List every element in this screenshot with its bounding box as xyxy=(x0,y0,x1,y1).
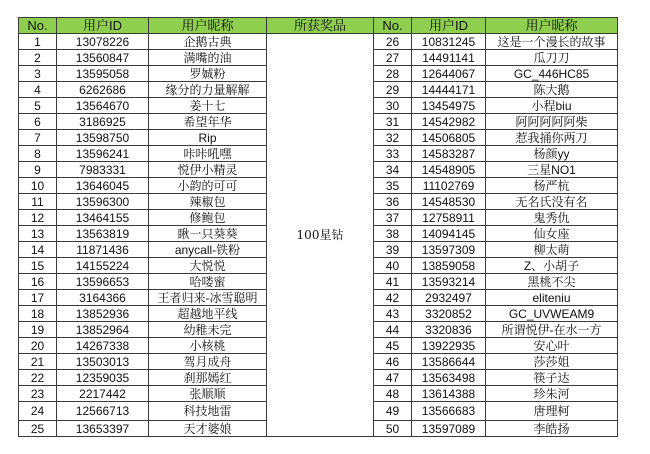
row-nickname-2: 黑桃不尖 xyxy=(486,274,618,290)
row-nickname: 瞅一只葵葵 xyxy=(149,226,267,242)
row-nickname-2: 无名氏没有名 xyxy=(486,194,618,210)
row-nickname-2: GC_UVWEAM9 xyxy=(486,306,618,322)
row-nickname: 小核桃 xyxy=(149,338,267,354)
row-user-id: 3186925 xyxy=(57,114,149,130)
row-user-id-2: 10831245 xyxy=(412,34,486,50)
row-nickname: 罗娍粉 xyxy=(149,66,267,82)
header-no: No. xyxy=(19,18,57,34)
row-no-2: 49 xyxy=(374,402,412,421)
row-nickname-2: 三星NO1 xyxy=(486,162,618,178)
row-nickname-2: 筷子达 xyxy=(486,370,618,386)
row-no-2: 48 xyxy=(374,386,412,402)
row-no-2: 27 xyxy=(374,50,412,66)
row-no-2: 44 xyxy=(374,322,412,338)
row-no: 7 xyxy=(19,130,57,146)
row-user-id-2: 3320852 xyxy=(412,306,486,322)
row-no: 3 xyxy=(19,66,57,82)
row-no-2: 42 xyxy=(374,290,412,306)
row-user-id: 13646045 xyxy=(57,178,149,194)
header-row xyxy=(19,18,618,34)
row-no: 24 xyxy=(19,402,57,421)
row-no: 21 xyxy=(19,354,57,370)
row-nickname-2: 瓜刀刀 xyxy=(486,50,618,66)
row-no-2: 46 xyxy=(374,354,412,370)
row-no-2: 35 xyxy=(374,178,412,194)
row-user-id: 13852964 xyxy=(57,322,149,338)
row-user-id-2: 14548530 xyxy=(412,194,486,210)
row-user-id-2: 13563498 xyxy=(412,370,486,386)
row-no: 22 xyxy=(19,370,57,386)
row-nickname-2: 李皓扬 xyxy=(486,421,618,437)
row-no-2: 39 xyxy=(374,242,412,258)
row-user-id-2: 13922935 xyxy=(412,338,486,354)
row-nickname: 满嘴的油 xyxy=(149,50,267,66)
row-nickname-2: 鬼秀仇 xyxy=(486,210,618,226)
row-no-2: 45 xyxy=(374,338,412,354)
row-user-id-2: 14542982 xyxy=(412,114,486,130)
row-user-id-2: 13454975 xyxy=(412,98,486,114)
row-user-id: 13596241 xyxy=(57,146,149,162)
row-nickname-2: 珍朱河 xyxy=(486,386,618,402)
row-nickname-2: 小程biu xyxy=(486,98,618,114)
row-user-id: 13560847 xyxy=(57,50,149,66)
row-user-id-2: 14491141 xyxy=(412,50,486,66)
row-nickname-2: 这是一个漫长的故事 xyxy=(486,34,618,50)
row-nickname: Rip xyxy=(149,130,267,146)
row-no-2: 50 xyxy=(374,421,412,437)
row-nickname: 悦伊小精灵 xyxy=(149,162,267,178)
row-user-id-2: 13859058 xyxy=(412,258,486,274)
header-nickname: 用户昵称 xyxy=(149,18,267,34)
row-no: 1 xyxy=(19,34,57,50)
row-no-2: 33 xyxy=(374,146,412,162)
row-nickname: 驾月成舟 xyxy=(149,354,267,370)
row-no: 2 xyxy=(19,50,57,66)
row-user-id: 14267338 xyxy=(57,338,149,354)
row-no-2: 26 xyxy=(374,34,412,50)
row-no-2: 28 xyxy=(374,66,412,82)
row-nickname: 修鲍包 xyxy=(149,210,267,226)
row-nickname: 小韵的可可 xyxy=(149,178,267,194)
row-no-2: 38 xyxy=(374,226,412,242)
row-no: 14 xyxy=(19,242,57,258)
row-user-id: 11871436 xyxy=(57,242,149,258)
header-user-id: 用户ID xyxy=(57,18,149,34)
winners-table xyxy=(18,17,618,437)
row-nickname: 幼稚未完 xyxy=(149,322,267,338)
row-nickname-2: 杨严杭 xyxy=(486,178,618,194)
row-no: 6 xyxy=(19,114,57,130)
row-user-id-2: 14094145 xyxy=(412,226,486,242)
row-no: 15 xyxy=(19,258,57,274)
row-user-id: 12359035 xyxy=(57,370,149,386)
row-user-id-2: 12644067 xyxy=(412,66,486,82)
row-user-id-2: 13593214 xyxy=(412,274,486,290)
row-no: 25 xyxy=(19,421,57,437)
row-nickname-2: GC_446HC85 xyxy=(486,66,618,82)
row-user-id-2: 13597089 xyxy=(412,421,486,437)
row-no-2: 36 xyxy=(374,194,412,210)
row-no-2: 30 xyxy=(374,98,412,114)
row-nickname: 王者归来-冰雪聪明 xyxy=(149,290,267,306)
row-user-id: 7983331 xyxy=(57,162,149,178)
row-nickname: 刹那嫣红 xyxy=(149,370,267,386)
header-user-id-2: 用户ID xyxy=(412,18,486,34)
row-nickname: 科技地雷 xyxy=(149,402,267,421)
row-no-2: 41 xyxy=(374,274,412,290)
row-user-id: 13653397 xyxy=(57,421,149,437)
row-user-id-2: 3320836 xyxy=(412,322,486,338)
row-user-id: 13596300 xyxy=(57,194,149,210)
row-nickname: 希望年华 xyxy=(149,114,267,130)
row-user-id: 13852936 xyxy=(57,306,149,322)
row-nickname-2: 莎莎姐 xyxy=(486,354,618,370)
row-no: 5 xyxy=(19,98,57,114)
row-user-id-2: 14506805 xyxy=(412,130,486,146)
row-nickname-2: 惹我捅你两刀 xyxy=(486,130,618,146)
row-user-id: 14155224 xyxy=(57,258,149,274)
row-nickname-2: Z、小胡子 xyxy=(486,258,618,274)
row-no-2: 32 xyxy=(374,130,412,146)
row-user-id: 13563819 xyxy=(57,226,149,242)
row-user-id: 12566713 xyxy=(57,402,149,421)
row-user-id-2: 13566683 xyxy=(412,402,486,421)
row-no: 17 xyxy=(19,290,57,306)
row-user-id-2: 12758911 xyxy=(412,210,486,226)
row-user-id: 3164366 xyxy=(57,290,149,306)
row-nickname-2: 仙女座 xyxy=(486,226,618,242)
row-user-id: 13464155 xyxy=(57,210,149,226)
header-nickname-2: 用户昵称 xyxy=(486,18,618,34)
row-user-id: 13564670 xyxy=(57,98,149,114)
row-user-id: 13598750 xyxy=(57,130,149,146)
row-user-id-2: 11102769 xyxy=(412,178,486,194)
row-no: 20 xyxy=(19,338,57,354)
row-no-2: 47 xyxy=(374,370,412,386)
row-nickname-2: 陈大鹅 xyxy=(486,82,618,98)
row-nickname: 大悦悦 xyxy=(149,258,267,274)
header-prize: 所获奖品 xyxy=(267,18,374,34)
row-nickname-2: 阿阿阿阿阿柴 xyxy=(486,114,618,130)
row-no: 13 xyxy=(19,226,57,242)
row-nickname: 缘分的力量解解 xyxy=(149,82,267,98)
row-no-2: 43 xyxy=(374,306,412,322)
row-nickname: 哈喽蜜 xyxy=(149,274,267,290)
row-user-id-2: 13586644 xyxy=(412,354,486,370)
row-no: 10 xyxy=(19,178,57,194)
row-no-2: 40 xyxy=(374,258,412,274)
row-user-id-2: 13597309 xyxy=(412,242,486,258)
row-no: 19 xyxy=(19,322,57,338)
row-nickname: 姜十七 xyxy=(149,98,267,114)
row-no: 8 xyxy=(19,146,57,162)
row-nickname-2: 杨颜yy xyxy=(486,146,618,162)
row-no-2: 34 xyxy=(374,162,412,178)
row-nickname: 天才婆娘 xyxy=(149,421,267,437)
row-no-2: 31 xyxy=(374,114,412,130)
header-no-2: No. xyxy=(374,18,412,34)
row-nickname: 企鹅古典 xyxy=(149,34,267,50)
row-nickname-2: 所谓悦伊-在水一方 xyxy=(486,322,618,338)
row-no-2: 37 xyxy=(374,210,412,226)
row-nickname-2: 唐理柯 xyxy=(486,402,618,421)
row-no: 11 xyxy=(19,194,57,210)
row-user-id: 6262686 xyxy=(57,82,149,98)
row-no: 9 xyxy=(19,162,57,178)
row-nickname-2: 柳太萌 xyxy=(486,242,618,258)
row-no: 16 xyxy=(19,274,57,290)
row-user-id: 13078226 xyxy=(57,34,149,50)
row-nickname: 张顺顺 xyxy=(149,386,267,402)
row-user-id-2: 14583287 xyxy=(412,146,486,162)
table-row xyxy=(19,34,618,50)
row-no: 18 xyxy=(19,306,57,322)
row-no-2: 29 xyxy=(374,82,412,98)
row-user-id-2: 14548905 xyxy=(412,162,486,178)
row-user-id: 13503013 xyxy=(57,354,149,370)
row-user-id: 13596653 xyxy=(57,274,149,290)
row-no: 12 xyxy=(19,210,57,226)
row-nickname-2: eliteniu xyxy=(486,290,618,306)
row-no: 23 xyxy=(19,386,57,402)
row-user-id-2: 2932497 xyxy=(412,290,486,306)
row-user-id-2: 13614388 xyxy=(412,386,486,402)
row-nickname: 超越地平线 xyxy=(149,306,267,322)
row-user-id: 2217442 xyxy=(57,386,149,402)
prize-cell: 100星钻 xyxy=(267,34,374,437)
row-user-id-2: 14444171 xyxy=(412,82,486,98)
row-user-id: 13595058 xyxy=(57,66,149,82)
row-nickname: 辣椒包 xyxy=(149,194,267,210)
row-nickname: 咔咔吼嘿 xyxy=(149,146,267,162)
row-no: 4 xyxy=(19,82,57,98)
row-nickname-2: 安心叶 xyxy=(486,338,618,354)
row-nickname: anycall-铁粉 xyxy=(149,242,267,258)
